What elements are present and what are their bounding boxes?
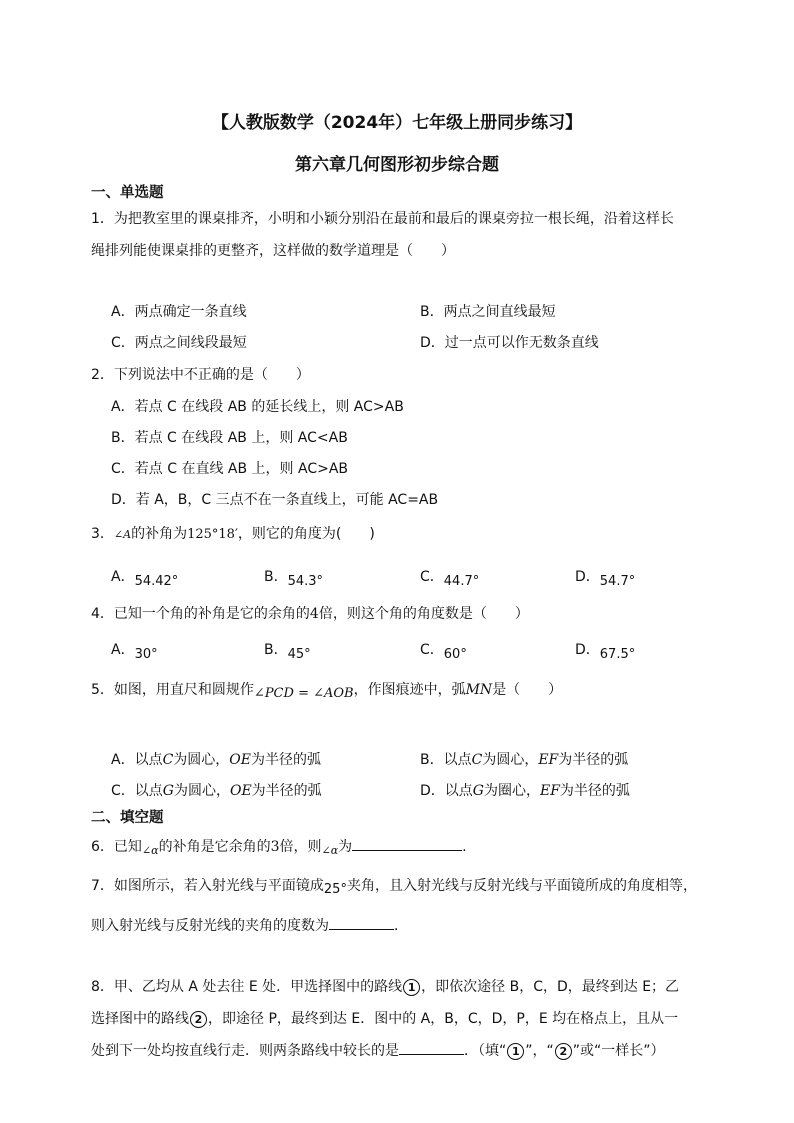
q3-c-label: C． [420, 569, 444, 585]
q5-b-part2: 为圆心， [482, 752, 539, 768]
q8-l3d: ”或“一样长”） [572, 1043, 665, 1059]
question-5-option-b [420, 749, 628, 769]
question-2-option-d: D．若 A，B，C 三点不在一条直线上，可能 AC=AB [111, 492, 439, 508]
question-2-stem: 2．下列说法中不正确的是（ ） [91, 367, 310, 383]
question-8-line3 [91, 1040, 665, 1060]
q5-b-part1: B．以点 [420, 752, 472, 768]
q5-d-segment: EF [539, 783, 560, 799]
q5-c-point: G [162, 783, 174, 799]
question-3-option-c [420, 566, 480, 589]
q6-mid: 的补角是它余角的 [158, 839, 271, 855]
q5-c-part3: 为半径的弧 [251, 783, 322, 799]
q7-pre: 7．如图所示，若入射光线与平面镜成 [91, 878, 324, 894]
question-1-stem-line2: 绳排列能使课桌排的更整齐，这样做的数学道理是（ ） [91, 243, 455, 259]
q4-stem-part1: 4．已知一个角的补角是它的余角的 [91, 606, 310, 622]
q6-end: 为 [338, 839, 353, 855]
q5-b-point: C [471, 752, 483, 768]
question-8-line1 [91, 976, 679, 996]
question-4-option-b [264, 639, 311, 662]
q7-tail: ． [394, 918, 408, 934]
q8-l1a: 8．甲、乙均从 A 处去往 E 处．甲选择图中的路线 [91, 979, 403, 995]
question-2-option-c: C．若点 C 在直线 AB 上，则 AC>AB [111, 461, 349, 477]
question-4-option-d [575, 639, 636, 662]
q5-d-part3: 为半径的弧 [559, 783, 630, 799]
question-5-option-a [111, 749, 321, 769]
route-2-circled-number: 2 [190, 1011, 207, 1028]
question-4-stem [91, 603, 529, 623]
question-2-option-b: B．若点 C 在线段 AB 上，则 AC<AB [111, 430, 348, 446]
q4-b-value: 45° [287, 647, 311, 662]
choice-2-circled-number: 2 [555, 1043, 572, 1060]
q6-angle2: ∠α [321, 844, 339, 857]
question-4-option-c [420, 639, 467, 662]
question-5-option-c [111, 780, 322, 800]
q3-c-value: 44.7° [443, 574, 480, 589]
page-title: 【人教版数学（2024年）七年级上册同步练习】 [211, 113, 583, 133]
question-1-option-a: A．两点确定一条直线 [111, 304, 247, 320]
question-1-option-b: B．两点之间直线最短 [420, 304, 556, 320]
q3-b-value: 54.3° [287, 574, 324, 589]
q4-c-label: C． [420, 642, 444, 658]
q3-end: ，则它的角度为( ) [237, 526, 375, 542]
q5-a-part1: A．以点 [111, 752, 163, 768]
q6-number: 3 [270, 839, 280, 855]
q4-a-label: A． [111, 642, 135, 658]
q5-d-part1: D．以点 [420, 783, 473, 799]
q4-c-value: 60° [443, 647, 467, 662]
question-5-stem [91, 679, 562, 699]
q6-pre: 6．已知 [91, 839, 142, 855]
section-heading-single-choice: 一、单选题 [91, 185, 164, 201]
q4-number: 4 [309, 606, 319, 622]
q4-d-label: D． [575, 642, 600, 658]
q8-answer-blank[interactable] [399, 1040, 464, 1055]
question-4-option-a [111, 639, 158, 662]
q5-b-part3: 为半径的弧 [558, 752, 629, 768]
question-1-stem-line1: 1．为把教室里的课桌排齐，小明和小颖分别沿在最前和最后的课桌旁拉一根长绳，沿着这样长 [91, 211, 674, 227]
q6-tail: . [462, 839, 467, 855]
q5-a-segment: OE [229, 752, 251, 768]
question-3-option-d [575, 566, 636, 589]
q5-stem-mid: ，作图痕迹中，弧 [353, 682, 466, 698]
chapter-title: 第六章几何图形初步综合题 [295, 155, 499, 175]
q5-d-part2: 为圈心， [483, 783, 540, 799]
q7-line2: 则入射光线与反射光线的夹角的度数为 [91, 918, 329, 934]
question-2-option-a: A．若点 C 在线段 AB 的延长线上，则 AC>AB [111, 399, 404, 415]
q3-text: 的补角为 [131, 526, 188, 542]
q5-formula: ∠PCD = ∠AOB [253, 686, 354, 701]
q4-d-value: 67.5° [599, 647, 636, 662]
q4-b-label: B． [264, 642, 288, 658]
question-7-stem-line1 [91, 875, 697, 895]
question-1-option-d: D．过一点可以作无数条直线 [420, 335, 599, 351]
q3-d-value: 54.7° [599, 574, 636, 589]
q5-a-point: C [162, 752, 174, 768]
q4-stem-part2: 倍，则这个角的角度数是（ ） [318, 606, 529, 622]
question-6-stem [91, 836, 467, 856]
q7-line1-end: 夹角，且入射光线与反射光线与平面镜所成的角度相等， [346, 878, 697, 894]
q8-l1b: ，即依次途径 B，C，D，最终到达 E；乙 [421, 979, 680, 995]
q6-angle: ∠α [141, 844, 159, 857]
q3-a-value: 54.42° [134, 574, 179, 589]
q3-b-label: B． [264, 569, 288, 585]
q3-angle-a: ∠A [113, 528, 132, 541]
q8-l3b: ．（填“ [464, 1043, 507, 1059]
q5-c-segment: OE [229, 783, 252, 799]
q3-d-label: D． [575, 569, 600, 585]
q4-a-value: 30° [134, 647, 158, 662]
section-heading-fill-blank: 二、填空题 [91, 810, 164, 826]
q5-a-part2: 为圆心， [173, 752, 230, 768]
question-3-option-a [111, 566, 179, 589]
q8-l3a: 处到下一处均按直线行走．则两条路线中较长的是 [91, 1043, 399, 1059]
question-1-option-c: C．两点之间线段最短 [111, 335, 247, 351]
question-3-option-b [264, 566, 324, 589]
q5-stem-pre: 5．如图，用直尺和圆规作 [91, 682, 254, 698]
q7-answer-blank[interactable] [329, 915, 394, 930]
q5-c-part1: C．以点 [111, 783, 163, 799]
q3-value: 125°18′ [187, 527, 238, 542]
q5-d-point: G [472, 783, 484, 799]
q3-a-label: A． [111, 569, 135, 585]
question-8-line2 [91, 1008, 678, 1028]
question-5-option-d [420, 780, 630, 800]
route-1-circled-number: 1 [403, 979, 420, 996]
q5-b-segment: EF [538, 752, 559, 768]
q6-mid2: 倍，则 [279, 839, 322, 855]
q3-number: 3． [91, 526, 114, 542]
q5-a-part3: 为半径的弧 [251, 752, 321, 768]
q5-arc-mn: MN [465, 682, 493, 698]
choice-1-circled-number: 1 [507, 1043, 524, 1060]
q8-l2b: ，即途径 P，最终到达 E．图中的 A，B，C，D，P，E 均在格点上，且从一 [208, 1011, 679, 1027]
question-3-stem [91, 523, 375, 543]
q8-l2a: 选择图中的路线 [91, 1011, 189, 1027]
q5-stem-end: 是（ ） [492, 682, 563, 698]
q7-degree: 25° [323, 882, 347, 897]
q5-c-part2: 为圆心， [173, 783, 230, 799]
question-7-stem-line2 [91, 915, 408, 935]
q8-l3c: ”，“ [525, 1043, 554, 1059]
q6-answer-blank[interactable] [352, 836, 462, 851]
